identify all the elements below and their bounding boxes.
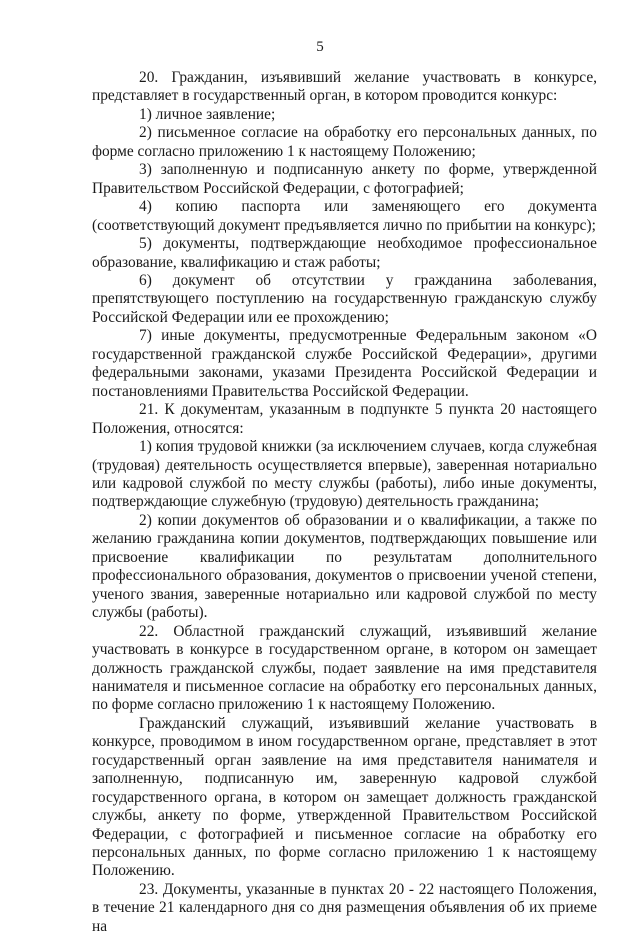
list-item-20-3: 3) заполненную и подписанную анкету по форме, утвержденной Правительством Российской Федерации, с фотографией;	[92, 161, 597, 197]
list-item-20-4: 4) копию паспорта или заменяющего его документа (соответствующий документ предъявляется лично по прибытии на конкурс);	[92, 198, 597, 234]
list-item-20-7: 7) иные документы, предусмотренные Федеральным законом «О государственной гражданской службе Российской Федерации», другими федеральными законами, указами Президента Российской Федерации и постановлениями Правительства Российской Федерации.	[92, 327, 597, 400]
list-item-20-5: 5) документы, подтверждающие необходимое профессиональное образование, квалификацию и стаж работы;	[92, 235, 597, 271]
paragraph-22-continued: Гражданский служащий, изъявивший желание участвовать в конкурсе, проводимом в ином государственном органе, представляет в этот государственный орган заявление на имя представителя нанимателя и заполненную, подписанную им, заверенную кадровой службой государственного органа, в котором он замещает должность гражданской службы, анкету по форме, утвержденной Правительством Российской Федерации, с фотографией и письменное согласие на обработку его персональных данных, по форме согласно приложению 1 к настоящему Положению.	[92, 714, 597, 880]
paragraph-20: 20. Гражданин, изъявивший желание участвовать в конкурсе, представляет в государственный орган, в котором проводится конкурс:	[92, 69, 597, 105]
document-body	[92, 69, 597, 936]
list-item-21-2: 2) копии документов об образовании и о квалификации, а также по желанию гражданина копии документов, подтверждающих повышение или присвоение квалификации по результатам дополнительного профессионального образования, документов о присвоении ученой степени, ученого звания, заверенные нотариально или кадровой службой по месту службы (работы).	[92, 511, 597, 622]
list-item-20-6: 6) документ об отсутствии у гражданина заболевания, препятствующего поступлению на государственную гражданскую службу Российской Федерации или ее прохождению;	[92, 271, 597, 326]
list-item-20-1: 1) личное заявление;	[139, 105, 276, 123]
paragraph-21: 21. К документам, указанным в подпункте 5 пункта 20 настоящего Положения, относятся:	[92, 401, 597, 437]
page-number: 5	[316, 39, 324, 55]
list-item-20-2: 2) письменное согласие на обработку его персональных данных, по форме согласно приложению 1 к настоящему Положению;	[92, 124, 597, 160]
paragraph-23: 23. Документы, указанные в пунктах 20 - 22 настоящего Положения, в течение 21 календарного дня со дня размещения объявления об их приеме на	[92, 880, 597, 935]
paragraph-22: 22. Областной гражданский служащий, изъявивший желание участвовать в конкурсе в государственном органе, в котором он замещает должность гражданской службы, подает заявление на имя представителя нанимателя и письменное согласие на обработку его персональных данных, по форме согласно приложению 1 к настоящему Положению.	[92, 622, 597, 714]
list-item-21-1: 1) копия трудовой книжки (за исключением случаев, когда служебная (трудовая) деятельность осуществляется впервые), заверенная нотариально или кадровой службой по месту службы (работы), либо иные документы, подтверждающие служебную (трудовую) деятельность гражданина;	[92, 438, 597, 511]
